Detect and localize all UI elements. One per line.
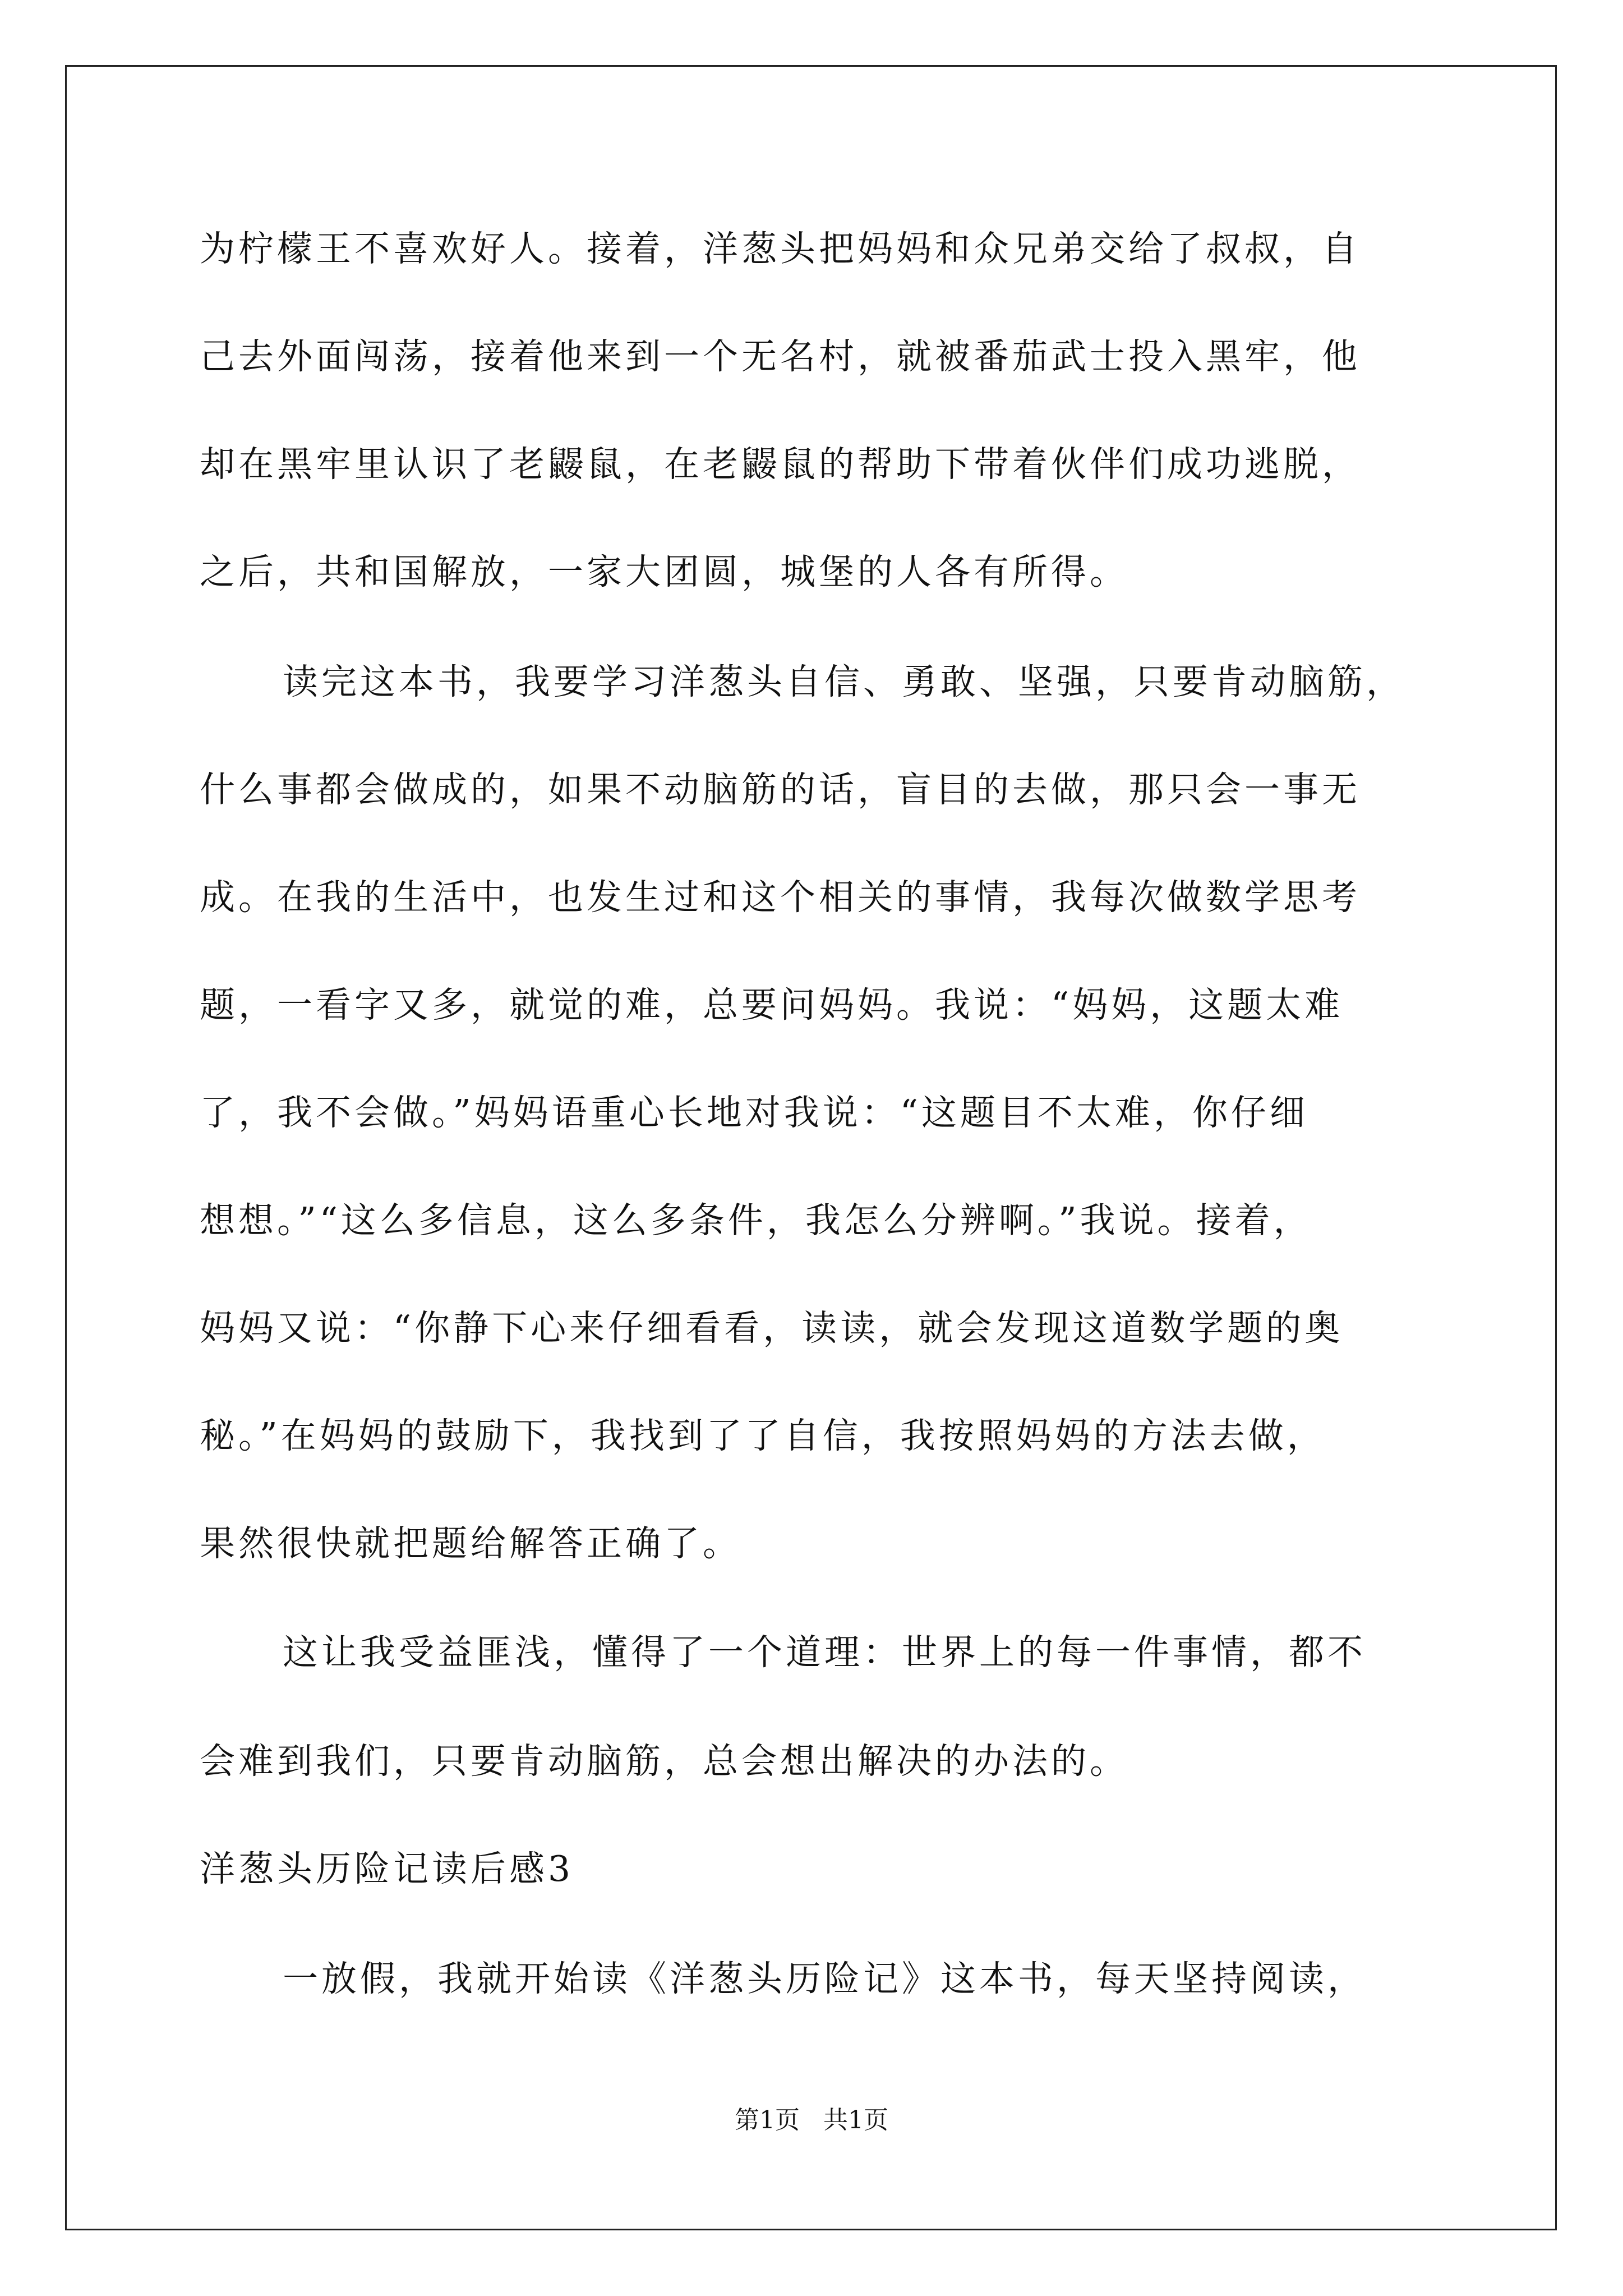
text-line: 成。在我的生活中，也发生过和这个相关的事情，我每次做数学思考 [200,877,1361,918]
text-line: 为柠檬王不喜欢好人。接着，洋葱头把妈妈和众兄弟交给了叔叔，自 [200,228,1361,269]
text-line: 秘。”在妈妈的鼓励下，我找到了了自信，我按照妈妈的方法去做， [200,1415,1326,1456]
text-line: 之后，共和国解放，一家大团圆，城堡的人各有所得。 [200,551,1128,592]
section-heading: 洋葱头历险记读后感3 [200,1848,574,1889]
text-line: 会难到我们，只要肯动脑筋，总会想出解决的办法的。 [200,1741,1128,1782]
text-line: 想想。”“这么多信息，这么多条件，我怎么分辨啊。”我说。接着， [200,1200,1312,1241]
text-line: 一放假，我就开始读《洋葱头历险记》这本书，每天坚持阅读， [283,1958,1366,1999]
text-line: 了，我不会做。”妈妈语重心长地对我说：“这题目不太难，你仔细 [200,1092,1308,1133]
text-line: 果然很快就把题给解答正确了。 [200,1523,741,1564]
text-line: 己去外面闯荡，接着他来到一个无名村，就被番茄武士投入黑牢，他 [200,336,1361,377]
text-line: 题，一看字又多，就觉的难，总要问妈妈。我说：“妈妈，这题太难 [200,984,1344,1025]
text-line: 读完这本书，我要学习洋葱头自信、勇敢、坚强，只要肯动脑筋， [283,661,1405,702]
page-border [65,65,1557,2230]
text-line: 什么事都会做成的，如果不动脑筋的话，盲目的去做，那只会一事无 [200,769,1361,810]
page-footer: 第1页 共1页 [735,2106,888,2134]
text-line: 这让我受益匪浅，懂得了一个道理：世界上的每一件事情，都不 [283,1632,1366,1673]
text-line: 却在黑牢里认识了老鼹鼠，在老鼹鼠的帮助下带着伙伴们成功逃脱， [200,444,1361,485]
text-line: 妈妈又说：“你静下心来仔细看看，读读，就会发现这道数学题的奥 [200,1308,1344,1349]
